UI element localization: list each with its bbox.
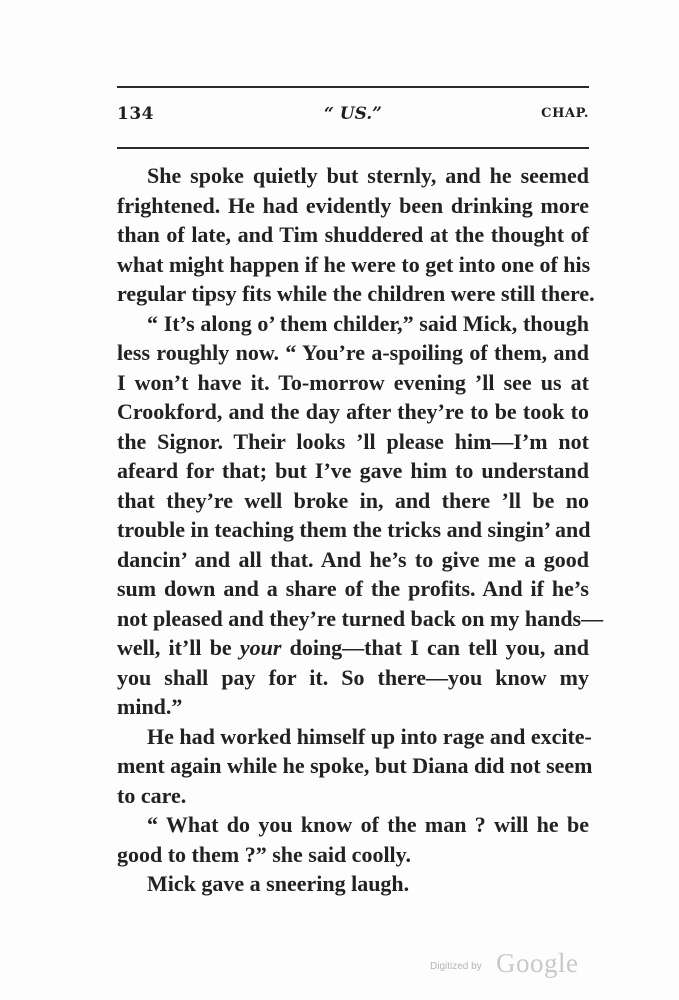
text-line: less roughly now. “ You’re a-spoiling of them, and (117, 340, 589, 365)
text-line: ment again while he spoke, but Diana did not seem (117, 753, 593, 778)
text-line: sum down and a share of the profits. And if he’s (117, 576, 589, 601)
body-text (117, 161, 604, 899)
google-logo: Google (496, 948, 579, 978)
text-line: you shall pay for it. So there—you know my (117, 664, 589, 690)
text-line: Crookford, and the day after they’re to be took to (117, 399, 589, 424)
text-line: the Signor. Their looks ’ll please him—I’m not (117, 428, 589, 454)
running-header (117, 104, 589, 130)
text-line: Mick gave a sneering laugh. (147, 871, 410, 896)
text-line: afeard for that; but I’ve gave him to understand (117, 458, 589, 483)
text-line: to care. (117, 782, 187, 808)
chapter-label: CHAP. (541, 106, 589, 121)
text-line: that they’re well broke in, and there ’ll be no (117, 487, 589, 513)
text-line: He had worked himself up into rage and excite- (147, 723, 592, 749)
text-line: I won’t have it. To-morrow evening ’ll see us at (117, 369, 589, 395)
text-line: regular tipsy fits while the children were still there. (117, 281, 595, 306)
watermark-prefix: Digitized by (430, 961, 482, 972)
header-top-rule (117, 86, 589, 88)
text-line: not pleased and they’re turned back on my hands— (117, 605, 604, 631)
digitized-watermark (430, 950, 580, 982)
running-title: “ US.” (324, 104, 382, 124)
text-line: good to them ?” she said coolly. (117, 841, 411, 867)
text-line: mind.” (117, 694, 183, 719)
page-number: 134 (117, 104, 154, 124)
text-line: “ It’s along o’ them childer,” said Mick, though (147, 310, 589, 336)
text-line: than of late, and Tim shuddered at the thought of (117, 222, 589, 247)
text-line: dancin’ and all that. And he’s to give me a good (117, 546, 589, 572)
text-line: “ What do you know of the man ? will he be (147, 812, 589, 837)
text-line: what might happen if he were to get into one of his (117, 251, 591, 277)
text-line: trouble in teaching them the tricks and singin’ and (117, 517, 591, 542)
emphasized-word: your (239, 635, 282, 660)
header-bottom-rule (117, 147, 589, 149)
text-line: She spoke quietly but sternly, and he seemed (147, 163, 589, 188)
text-line: well, it’ll be your doing—that I can tell you, and (117, 635, 589, 660)
text-line: frightened. He had evidently been drinking more (117, 192, 589, 218)
